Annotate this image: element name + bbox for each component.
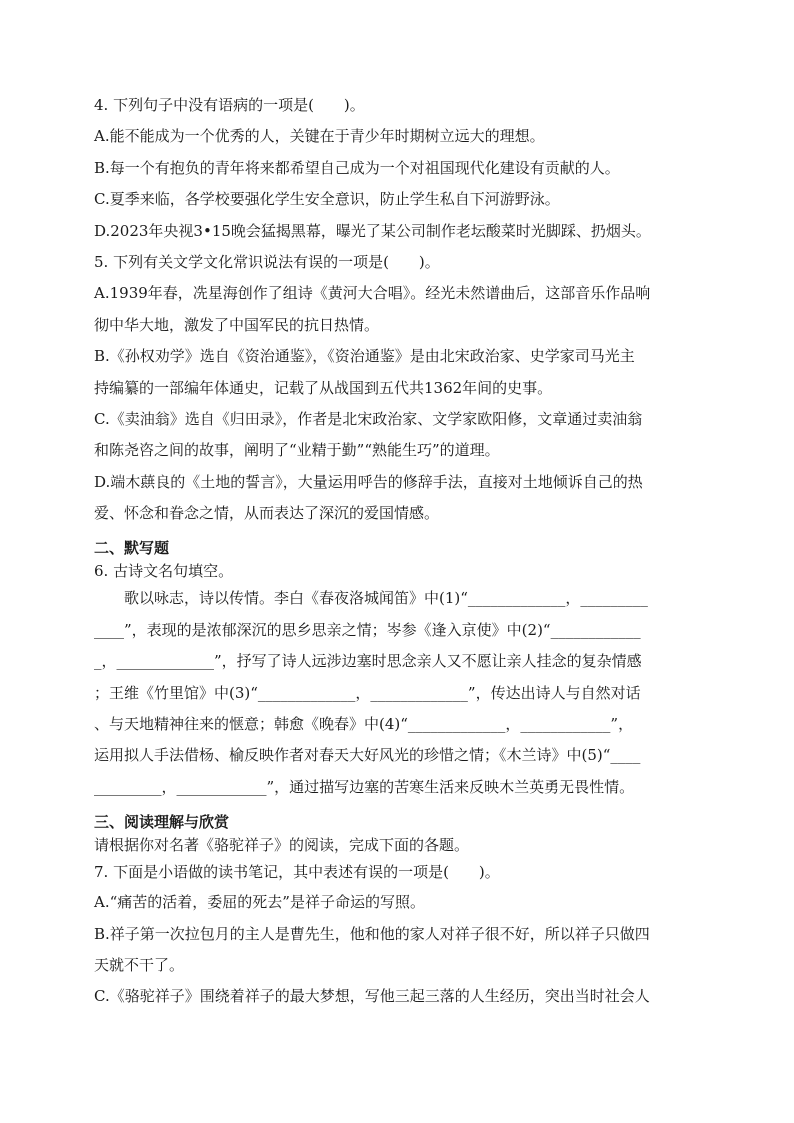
- q7-stem: 7. 下面是小语做的读书笔记，其中表述有误的一项是( )。: [94, 863, 500, 882]
- q5-option-a-line1: A.1939年春，冼星海创作了组诗《黄河大合唱》。经光未然谱曲后，这部音乐作品响: [94, 284, 651, 303]
- section-title-dictation: 二、默写题: [94, 539, 170, 558]
- q5-option-d-line1: D.端木蕻良的《土地的誓言》，大量运用呼告的修辞手法，直接对土地倾诉自己的热: [94, 472, 643, 491]
- q5-option-b-line1: B.《孙权劝学》选自《资治通鉴》，《资治通鉴》是由北宋政治家、史学家司马光主: [94, 347, 635, 366]
- q6-stem: 6. 古诗文名句填空。: [94, 562, 234, 581]
- q6-line-4: ；王维《竹里馆》中(3)“_____________，_____________”，传达出诗人与自然对话: [94, 683, 641, 702]
- q5-option-c-line2: 和陈尧咨之间的故事，阐明了“业精于勤”“熟能生巧”的道理。: [94, 441, 500, 460]
- q4-option-c: C.夏季来临，各学校要强化学生安全意识，防止学生私自下河游野泳。: [94, 190, 560, 209]
- q6-line-6: 运用拟人手法借杨、榆反映作者对春天大好风光的珍惜之情；《木兰诗》中(5)“____: [94, 746, 641, 765]
- q6-line-2: ____”，表现的是浓郁深沉的思乡思亲之情；岑参《逢入京使》中(2)“____________: [94, 620, 641, 639]
- q4-stem: 4. 下列句子中没有语病的一项是( )。: [94, 96, 365, 114]
- q7-option-a: A.“痛苦的活着，委屈的死去”是祥子命运的写照。: [94, 893, 425, 912]
- q7-option-b-line2: 天就不干了。: [94, 955, 185, 974]
- q5-stem: 5. 下列有关文学文化常识说法有误的一项是( )。: [94, 252, 440, 271]
- reading-intro: 请根据你对名著《骆驼祥子》的阅读，完成下面的各题。: [94, 836, 470, 855]
- q5-option-a-line2: 彻中华大地，激发了中国军民的抗日热情。: [94, 315, 380, 334]
- section-title-reading: 三、阅读理解与欣赏: [94, 813, 230, 832]
- q5-option-d-line2: 爱、怀念和眷念之情，从而表达了深沉的爱国情感。: [94, 504, 440, 523]
- q6-line-3: _，_____________”，抒写了诗人远涉边塞时思念亲人又不愿让亲人挂念的复杂情感: [94, 652, 642, 671]
- q7-option-b-line1: B.祥子第一次拉包月的主人是曹先生，他和他的家人对祥子很不好，所以祥子只做四: [94, 924, 650, 943]
- exam-page: [94, 90, 704, 1013]
- q7-option-c-line1: C.《骆驼祥子》围绕着祥子的最大梦想，写他三起三落的人生经历，突出当时社会人: [94, 987, 650, 1006]
- q4-option-b: B.每一个有抱负的青年将来都希望自己成为一个对祖国现代化建设有贡献的人。: [94, 158, 620, 177]
- q6-line-7: _________，____________”，通过描写边塞的苦寒生活来反映木兰英勇无畏性情。: [94, 777, 635, 796]
- q6-line-5: 、与天地精神往来的惬意；韩愈《晚春》中(4)“_____________，____________”，: [94, 715, 634, 734]
- q4-option-a: A.能不能成为一个优秀的人，关键在于青少年时期树立远大的理想。: [94, 127, 545, 146]
- q4-option-d: D.2023年央视3•15晚会猛揭黑幕，曝光了某公司制作老坛酸菜时光脚踩、扔烟头。: [94, 221, 651, 240]
- q5-option-b-line2: 持编纂的一部编年体通史，记载了从战国到五代共1362年间的史事。: [94, 378, 553, 397]
- q5-option-c-line1: C.《卖油翁》选自《归田录》，作者是北宋政治家、文学家欧阳修，文章通过卖油翁: [94, 409, 643, 428]
- q6-line-1: 歌以咏志，诗以传情。李白《春夜洛城闻笛》中(1)“_____________，_________: [124, 589, 648, 608]
